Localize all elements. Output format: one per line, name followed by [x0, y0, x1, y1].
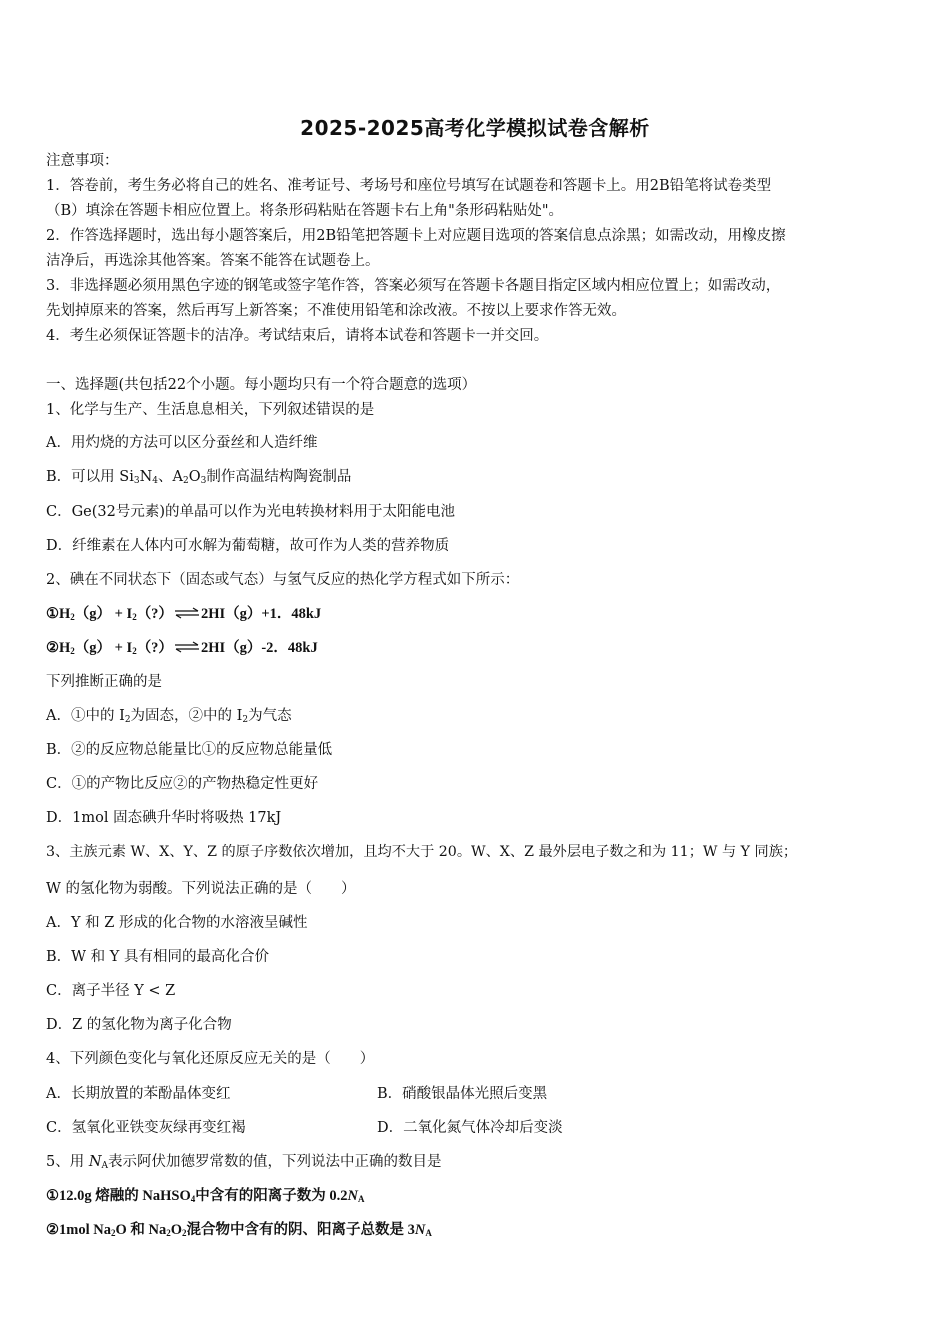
equation-1: $①H_2(g)$ + $I_2(?)$ 2HI（g）+1．48kJ: [46, 606, 322, 622]
equation-2: $②H_2(g)$ + $I_2(?)$ 2HI（g）-2．48kJ: [46, 640, 318, 656]
question-1-option-b: B．可以用 $Si_3N_4$、$A_2O_3$制作高温结构陶瓷制品: [46, 469, 352, 486]
notice-line: 1．答卷前，考生务必将自己的姓名、准考证号、考场号和座位号填写在试题卷和答题卡上。用2B铅笔将试卷类型: [46, 178, 772, 194]
question-3-option-c: C．离子半径 Y < Z: [46, 983, 176, 999]
notice-line: 洁净后，再选涂其他答案。答案不能答在试题卷上。: [46, 253, 380, 269]
question-2-stem: 2、碘在不同状态下（固态或气态）与氢气反应的热化学方程式如下所示：: [46, 572, 520, 588]
question-3-option-b: B．W 和 Y 具有相同的最高化合价: [46, 949, 269, 965]
question-4-option-d: D．二氧化氮气体冷却后变淡: [377, 1120, 563, 1136]
question-2-option-a: A．①中的 $I_2$为固态，②中的 $I_2$为气态: [46, 708, 292, 725]
notice-line: 先划掉原来的答案，然后再写上新答案；不准使用铅笔和涂改液。不按以上要求作答无效。: [46, 303, 626, 319]
question-2-prompt: 下列推断正确的是: [46, 674, 162, 690]
question-4-option-b: B．硝酸银晶体光照后变黑: [377, 1086, 548, 1102]
question-1-option-c: C．Ge(32号元素)的单晶可以作为光电转换材料用于太阳能电池: [46, 504, 456, 520]
question-4-stem: 4、下列颜色变化与氧化还原反应无关的是（ ）: [46, 1051, 375, 1067]
question-4-option-c: C．氢氧化亚铁变灰绿再变红褐: [46, 1120, 246, 1136]
question-2-option-b: B．②的反应物总能量比①的反应物总能量低: [46, 742, 333, 758]
notice-line: （B）填涂在答题卡相应位置上。将条形码粘贴在答题卡右上角"条形码粘贴处"。: [46, 203, 563, 219]
question-5-statement-1: ①12.0g 熔融的 NaHSO$_4$中含有的阳离子数为 $0.2N_A$: [46, 1188, 365, 1204]
question-4-option-a: A．长期放置的苯酚晶体变红: [46, 1086, 231, 1102]
section-heading: 一、选择题(共包括22个小题。每小题均只有一个符合题意的选项）: [46, 377, 477, 393]
notice-line: 3．非选择题必须用黑色字迹的钢笔或签字笔作答，答案必须写在答题卡各题目指定区域内相应位置上；如需改动，: [46, 278, 781, 294]
question-5-statement-2: ②1mol $Na_2O$ 和 $Na_2O_2$混合物中含有的阴、阳离子总数是 $3N_A$: [46, 1222, 432, 1238]
question-3-stem: 3、主族元素 W、X、Y、Z 的原子序数依次增加，且均不大于 20。W、X、Z 最外层电子数之和为 11；W 与 Y 同族；: [46, 844, 798, 860]
question-3-option-d: D．Z 的氢化物为离子化合物: [46, 1017, 232, 1033]
question-2-option-d: D．1mol 固态碘升华时将吸热 17kJ: [46, 810, 282, 826]
question-2-option-c: C．①的产物比反应②的产物热稳定性更好: [46, 776, 319, 792]
question-1-option-a: A．用灼烧的方法可以区分蚕丝和人造纤维: [46, 435, 318, 451]
notice-line: 2．作答选择题时，选出每小题答案后，用2B铅笔把答题卡上对应题目选项的答案信息点涂黑；如需改动，用橡皮擦: [46, 228, 786, 244]
page-title: 2025-2025高考化学模拟试卷含解析: [300, 116, 650, 140]
question-5-stem: 5、用 $N_A$表示阿伏加德罗常数的值，下列说法中正确的数目是: [46, 1154, 442, 1171]
equilibrium-arrow-icon: [174, 607, 200, 619]
notice-line: 4．考生必须保证答题卡的洁净。考试结束后，请将本试卷和答题卡一并交回。: [46, 328, 549, 344]
question-3-stem-cont: W 的氢化物为弱酸。下列说法正确的是（ ）: [46, 881, 356, 897]
question-1-option-d: D．纤维素在人体内可水解为葡萄糖，故可作为人类的营养物质: [46, 538, 450, 554]
question-3-option-a: A．Y 和 Z 形成的化合物的水溶液呈碱性: [46, 915, 308, 931]
equilibrium-arrow-icon: [174, 641, 200, 653]
question-1-stem: 1、化学与生产、生活息息相关，下列叙述错误的是: [46, 402, 375, 418]
notice-heading: 注意事项：: [46, 153, 119, 169]
